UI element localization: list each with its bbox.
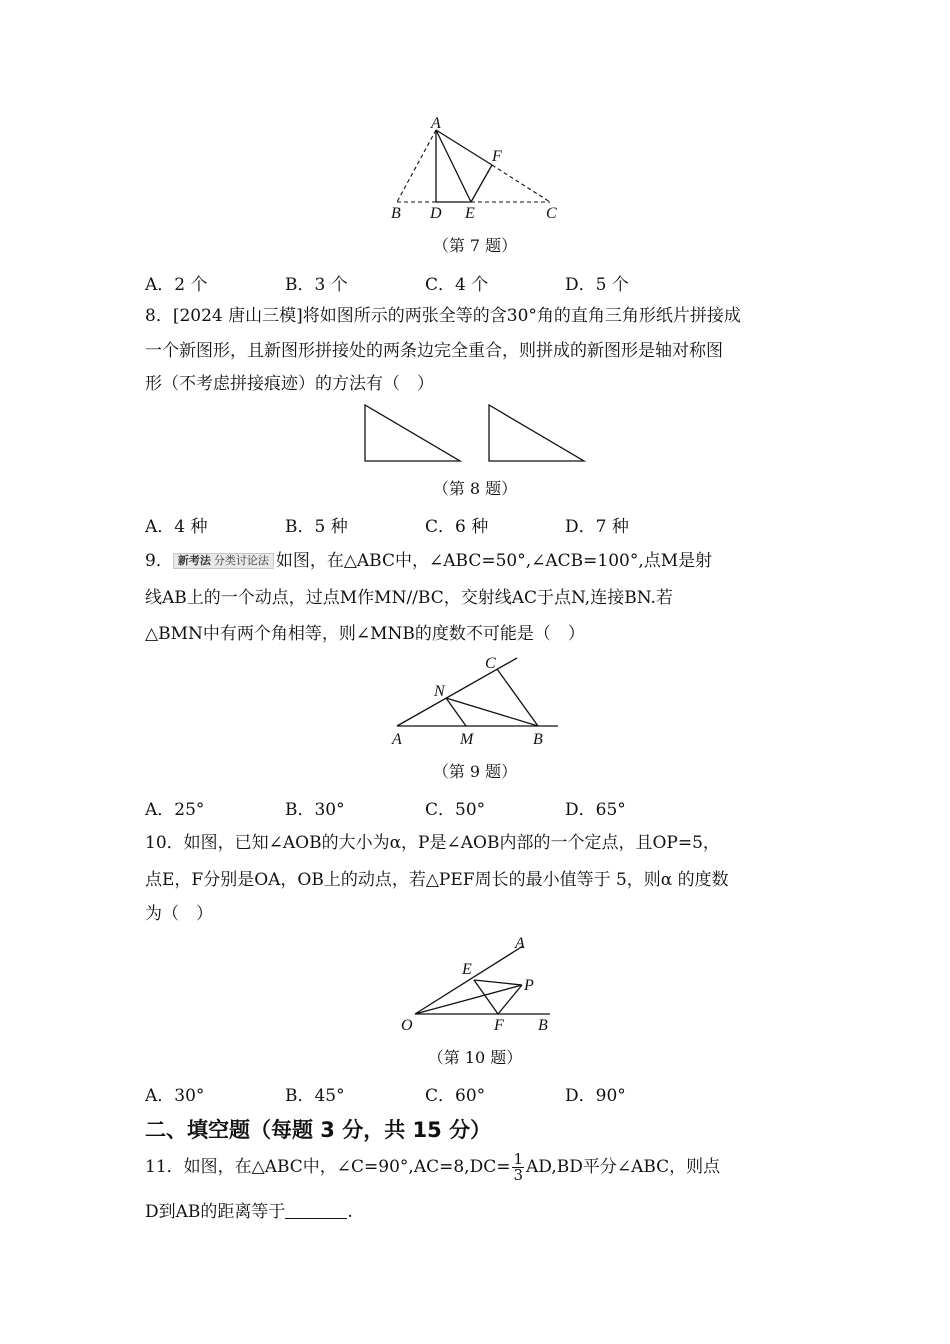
q8-option-b: B．5 种 bbox=[285, 517, 348, 537]
q9-number: 9． bbox=[145, 551, 173, 571]
q10-option-b: B．45° bbox=[285, 1086, 345, 1106]
q11-fraction-denominator: 3 bbox=[513, 1166, 524, 1184]
q11-text-part-1: 11．如图，在△ABC中，∠C=90°,AC=8,DC= bbox=[145, 1157, 511, 1177]
fig7-label-a: A bbox=[431, 115, 441, 132]
fig7-label-f: F bbox=[492, 148, 502, 165]
q10-line-3: 为（ ） bbox=[145, 904, 213, 924]
q10-line-2: 点E，F分别是OA，OB上的动点，若△PEF周长的最小值等于 5，则α 的度数 bbox=[145, 870, 729, 890]
q7-option-c: C．4 个 bbox=[425, 275, 489, 295]
fig10-fp bbox=[498, 985, 522, 1014]
q9-option-b: B．30° bbox=[285, 800, 345, 820]
q10-option-d: D．90° bbox=[565, 1086, 626, 1106]
caption-q7: （第 7 题） bbox=[432, 236, 518, 255]
q9-line-1 bbox=[145, 547, 712, 575]
fig7-ef bbox=[471, 165, 492, 202]
fig7-label-e: E bbox=[465, 205, 475, 222]
q11-line-1 bbox=[145, 1150, 720, 1184]
fig9-label-c: C bbox=[485, 655, 496, 672]
caption-q10: （第 10 题） bbox=[427, 1048, 523, 1067]
q11-answer-blank[interactable] bbox=[285, 1202, 347, 1219]
q7-option-b: B．3 个 bbox=[285, 275, 348, 295]
q9-option-d: D．65° bbox=[565, 800, 626, 820]
q11-line-2-text: D到AB的距离等于 bbox=[145, 1202, 286, 1222]
fig7-ab-dashed bbox=[397, 130, 436, 202]
q10-line-1: 10．如图，已知∠AOB的大小为α，P是∠AOB内部的一个定点，且OP=5， bbox=[145, 833, 720, 853]
caption-q8: （第 8 题） bbox=[432, 479, 518, 498]
q11-fraction bbox=[512, 1152, 524, 1183]
fig10-label-e: E bbox=[462, 961, 472, 978]
q9-option-a: A．25° bbox=[145, 800, 205, 820]
fig10-label-f: F bbox=[494, 1017, 504, 1034]
fig10-label-o: O bbox=[401, 1017, 413, 1034]
fig8-triangle-left bbox=[365, 405, 460, 461]
q8-line-2: 一个新图形，且新图形拼接处的两条边完全重合，则拼成的新图形是轴对称图 bbox=[145, 341, 723, 361]
fig10-label-a: A bbox=[515, 935, 525, 952]
q8-line-1: 8．[2024 唐山三模]将如图所示的两张全等的含30°角的直角三角形纸片拼接成 bbox=[145, 306, 741, 326]
fig9-bn bbox=[446, 698, 538, 726]
fig9-label-m: M bbox=[460, 731, 474, 748]
figure-q7 bbox=[385, 112, 570, 227]
fig9-label-b: B bbox=[533, 731, 543, 748]
q11-text-part-2: AD,BD平分∠ABC，则点 bbox=[526, 1157, 721, 1177]
q9-line-2: 线AB上的一个动点，过点M作MN//BC，交射线AC于点N,连接BN.若 bbox=[145, 588, 673, 608]
q9-option-c: C．50° bbox=[425, 800, 486, 820]
fig10-label-b: B bbox=[538, 1017, 548, 1034]
fig10-pe bbox=[474, 980, 522, 985]
q11-line-2 bbox=[145, 1198, 353, 1226]
q9-line-1-text: 如图，在△ABC中，∠ABC=50°,∠ACB=100°,点M是射 bbox=[275, 551, 713, 571]
fig7-label-d: D bbox=[430, 205, 442, 222]
figure-q9 bbox=[385, 652, 565, 752]
fig7-label-b: B bbox=[391, 205, 401, 222]
q9-badge-label-b: 分类讨论法 bbox=[213, 554, 269, 567]
q9-badge bbox=[173, 553, 274, 569]
q9-line-3: △BMN中有两个角相等，则∠MNB的度数不可能是（ ） bbox=[145, 624, 585, 644]
fig9-label-n: N bbox=[434, 683, 445, 700]
q11-line-2-end: . bbox=[347, 1202, 353, 1222]
fig7-label-c: C bbox=[546, 205, 557, 222]
fig9-label-a: A bbox=[392, 731, 402, 748]
q10-option-c: C．60° bbox=[425, 1086, 486, 1106]
fig9-mn bbox=[446, 698, 466, 726]
section-2-heading: 二、填空题（每题 3 分，共 15 分） bbox=[145, 1118, 492, 1142]
caption-q9: （第 9 题） bbox=[432, 762, 518, 781]
q10-option-a: A．30° bbox=[145, 1086, 205, 1106]
fig10-op bbox=[415, 985, 522, 1014]
figure-q8 bbox=[360, 400, 595, 466]
figure-q10 bbox=[395, 928, 565, 1036]
q8-option-d: D．7 种 bbox=[565, 517, 629, 537]
q8-line-3: 形（不考虑拼接痕迹）的方法有（ ） bbox=[145, 374, 434, 394]
q11-fraction-numerator: 1 bbox=[513, 1150, 524, 1168]
fig7-fc-dashed bbox=[492, 165, 550, 202]
q8-option-c: C．6 种 bbox=[425, 517, 489, 537]
q7-option-d: D．5 个 bbox=[565, 275, 629, 295]
fig8-triangle-right bbox=[489, 405, 584, 461]
q9-badge-label-a: 新考法 bbox=[177, 554, 211, 567]
fig10-label-p: P bbox=[524, 977, 534, 994]
q7-option-a: A．2 个 bbox=[145, 275, 208, 295]
q8-option-a: A．4 种 bbox=[145, 517, 208, 537]
fig9-bc bbox=[497, 669, 538, 726]
fig9-ray-ac bbox=[397, 658, 517, 726]
